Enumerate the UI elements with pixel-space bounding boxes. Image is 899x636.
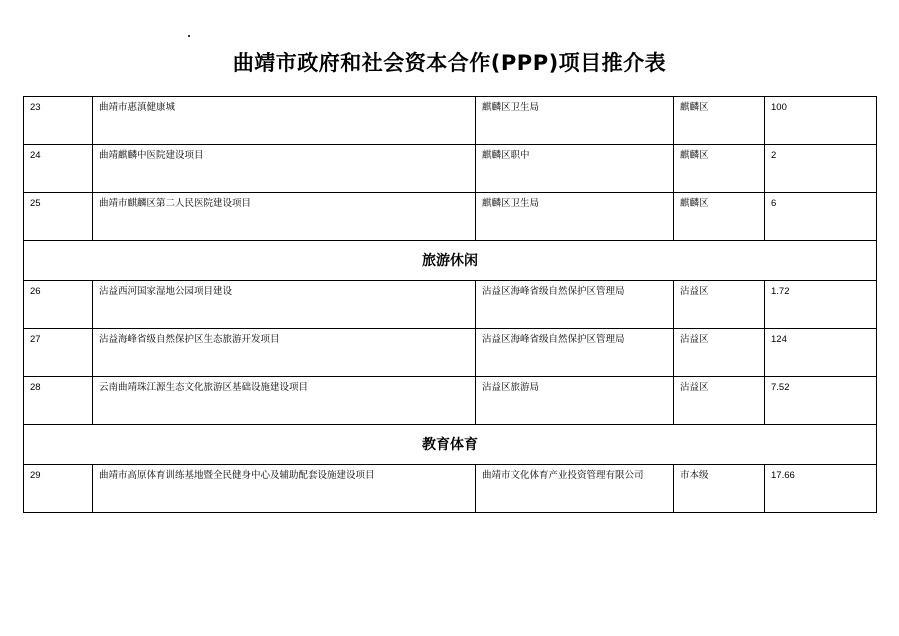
category-heading: 教育体育 <box>24 425 877 465</box>
project-number: 27 <box>24 329 93 377</box>
investment-amount: 2 <box>765 145 877 193</box>
table-row <box>24 193 877 241</box>
project-number: 29 <box>24 465 93 513</box>
table-row <box>24 465 877 513</box>
responsible-unit: 麒麟区卫生局 <box>476 97 674 145</box>
responsible-unit: 曲靖市文化体育产业投资管理有限公司 <box>476 465 674 513</box>
investment-amount: 100 <box>765 97 877 145</box>
project-name: 曲靖市麒麟区第二人民医院建设项目 <box>93 193 476 241</box>
investment-amount: 6 <box>765 193 877 241</box>
project-name: 沾益西河国家湿地公园项目建设 <box>93 281 476 329</box>
project-area: 麒麟区 <box>674 145 765 193</box>
project-area: 市本级 <box>674 465 765 513</box>
project-name: 曲靖市惠滇健康城 <box>93 97 476 145</box>
project-area: 沾益区 <box>674 329 765 377</box>
category-row <box>24 241 877 281</box>
table-row <box>24 97 877 145</box>
project-table <box>23 96 877 513</box>
page-title: 曲靖市政府和社会资本合作(PPP)项目推介表 <box>232 51 667 75</box>
project-number: 25 <box>24 193 93 241</box>
responsible-unit: 麒麟区卫生局 <box>476 193 674 241</box>
project-area: 沾益区 <box>674 377 765 425</box>
project-number: 26 <box>24 281 93 329</box>
table-row <box>24 329 877 377</box>
project-name: 沾益海峰省级自然保护区生态旅游开发项目 <box>93 329 476 377</box>
category-row <box>24 425 877 465</box>
project-name: 曲靖市高原体育训练基地暨全民健身中心及辅助配套设施建设项目 <box>93 465 476 513</box>
responsible-unit: 麒麟区职中 <box>476 145 674 193</box>
project-name: 曲靖麒麟中医院建设项目 <box>93 145 476 193</box>
table-row <box>24 145 877 193</box>
stray-dot-mark <box>188 35 190 37</box>
category-heading: 旅游休闲 <box>24 241 877 281</box>
project-area: 沾益区 <box>674 281 765 329</box>
responsible-unit: 沾益区海峰省级自然保护区管理局 <box>476 281 674 329</box>
project-area: 麒麟区 <box>674 97 765 145</box>
project-number: 23 <box>24 97 93 145</box>
responsible-unit: 沾益区海峰省级自然保护区管理局 <box>476 329 674 377</box>
investment-amount: 7.52 <box>765 377 877 425</box>
table-row <box>24 281 877 329</box>
responsible-unit: 沾益区旅游局 <box>476 377 674 425</box>
project-name: 云南曲靖珠江源生态文化旅游区基础设施建设项目 <box>93 377 476 425</box>
investment-amount: 124 <box>765 329 877 377</box>
table-row <box>24 377 877 425</box>
project-number: 28 <box>24 377 93 425</box>
project-number: 24 <box>24 145 93 193</box>
investment-amount: 1.72 <box>765 281 877 329</box>
investment-amount: 17.66 <box>765 465 877 513</box>
project-area: 麒麟区 <box>674 193 765 241</box>
